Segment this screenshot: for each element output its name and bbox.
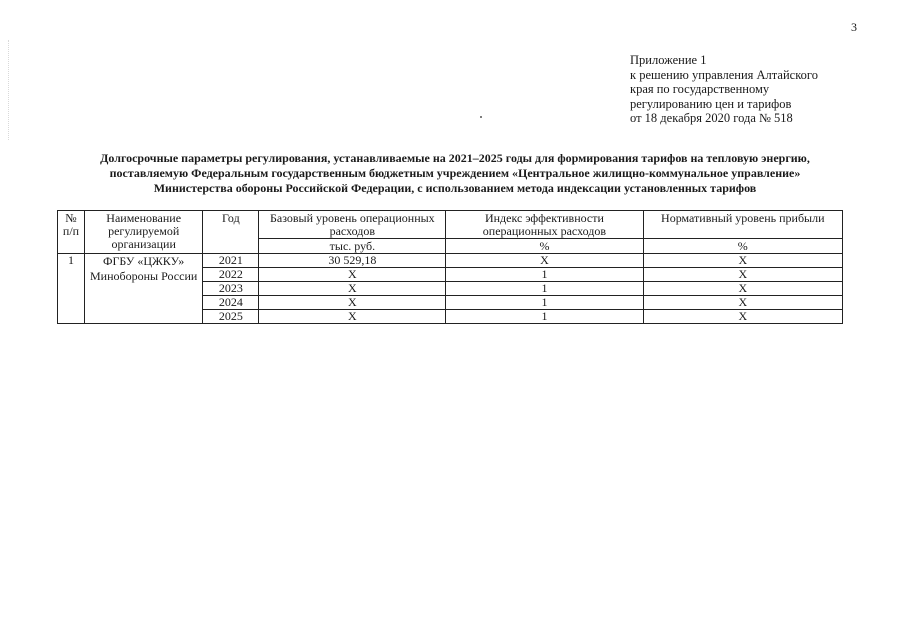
index-cell: 1 <box>446 282 643 296</box>
profit-cell: Х <box>643 268 842 282</box>
base-cell: 30 529,18 <box>259 254 446 268</box>
profit-cell: Х <box>643 282 842 296</box>
table-header-row <box>58 211 843 239</box>
org-number: 1 <box>58 254 85 324</box>
title-line: Долгосрочные параметры регулирования, устанавливаемые на 2021–2025 годы для формирования тарифов на тепловую энергию, <box>100 151 810 165</box>
table-row <box>58 254 843 268</box>
year-cell: 2025 <box>203 310 259 324</box>
appendix-block <box>630 53 880 126</box>
base-cell: Х <box>259 310 446 324</box>
header-index: Индекс эффективности операционных расходов <box>446 211 643 239</box>
index-cell: 1 <box>446 296 643 310</box>
index-cell: Х <box>446 254 643 268</box>
scan-speck <box>480 116 482 118</box>
unit-index: % <box>446 239 643 254</box>
page-number: 3 <box>851 20 857 34</box>
regulation-parameters-table <box>57 210 843 324</box>
appendix-line: к решению управления Алтайского <box>630 67 818 82</box>
appendix-line: регулированию цен и тарифов <box>630 96 792 111</box>
base-cell: Х <box>259 282 446 296</box>
title-line: Министерства обороны Российской Федерации, с использованием метода индексации установленных тарифов <box>153 181 757 195</box>
scan-margin-artifact <box>8 40 10 140</box>
year-cell: 2023 <box>203 282 259 296</box>
header-org: Наименование регулируемой организации <box>84 211 202 254</box>
org-name: ФГБУ «ЦЖКУ» Минобороны России <box>84 254 202 324</box>
appendix-line: от 18 декабря 2020 года № 518 <box>630 111 793 125</box>
base-cell: Х <box>259 296 446 310</box>
year-cell: 2021 <box>203 254 259 268</box>
year-cell: 2024 <box>203 296 259 310</box>
header-year: Год <box>203 211 259 254</box>
index-cell: 1 <box>446 310 643 324</box>
appendix-line: края по государственному <box>630 82 770 96</box>
unit-profit: % <box>643 239 842 254</box>
profit-cell: Х <box>643 254 842 268</box>
profit-cell: Х <box>643 296 842 310</box>
document-title <box>40 151 870 196</box>
profit-cell: Х <box>643 310 842 324</box>
appendix-line: Приложение 1 <box>630 53 707 67</box>
title-line: поставляемую Федеральным государственным бюджетным учреждением «Центральное жилищно-коммунальное управление» <box>109 166 801 180</box>
base-cell: Х <box>259 268 446 282</box>
header-base: Базовый уровень операционных расходов <box>259 211 446 239</box>
year-cell: 2022 <box>203 268 259 282</box>
index-cell: 1 <box>446 268 643 282</box>
header-num: № п/п <box>58 211 85 254</box>
header-profit: Нормативный уровень прибыли <box>643 211 842 239</box>
unit-base: тыс. руб. <box>259 239 446 254</box>
